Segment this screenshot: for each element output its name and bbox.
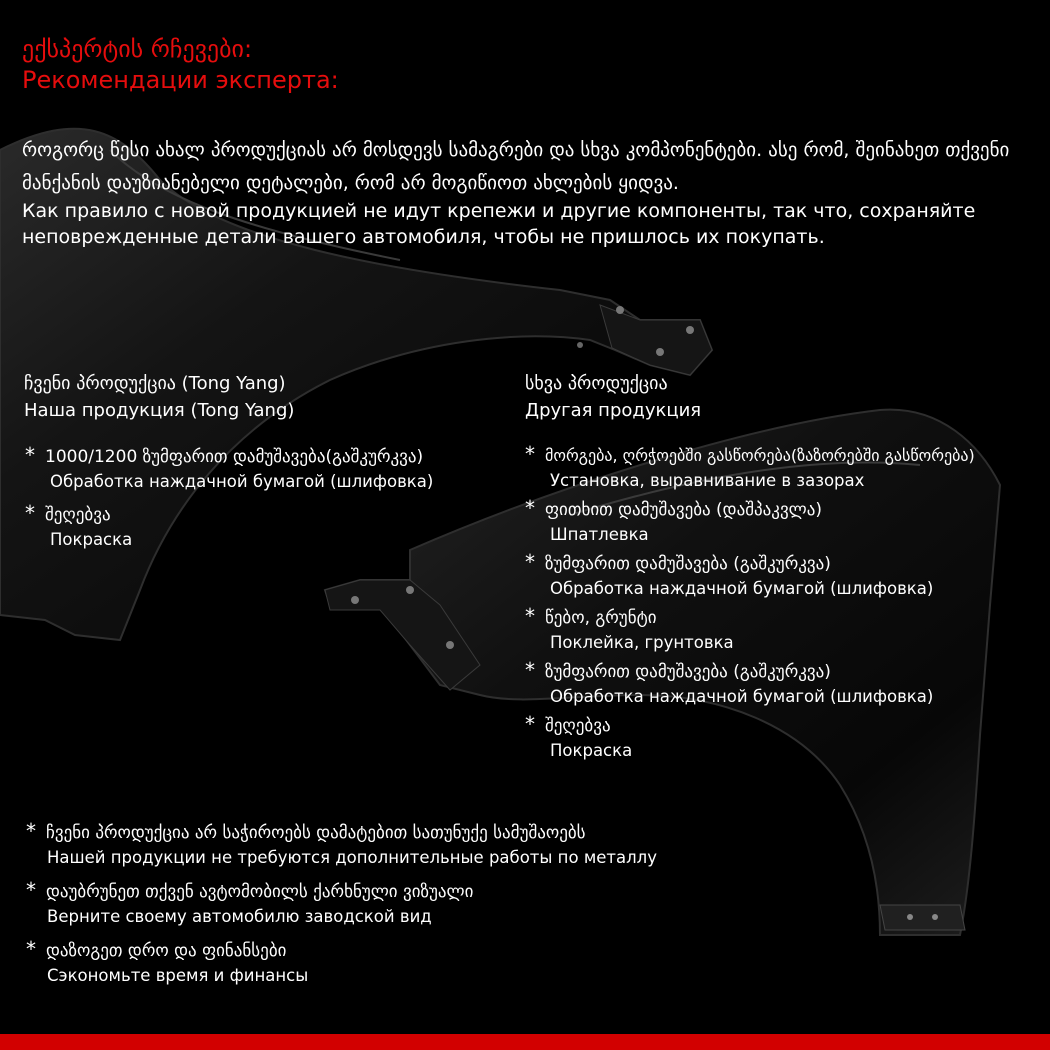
intro-ru: Как правило с новой продукцией не идут крепежи и другие компоненты, так что, сохраняйте неповрежденные детали вашего автомобиля, чтобы не пришлось их покупать. — [22, 200, 976, 248]
bullet-star: * — [525, 712, 535, 736]
ours-heading — [24, 370, 294, 424]
bullet-star: * — [525, 658, 535, 682]
list-item — [26, 877, 657, 929]
list-item — [25, 442, 433, 494]
item-ru: Сэкономьте время и финансы — [47, 966, 309, 985]
intro-ka: როგორც წესი ახალ პროდუქციას არ მოსდევს სამაგრები და სხვა კომპონენტები. ასე რომ, შეინახეთ თქვენი მანქანის დაუზიანებელი დეტალები, რომ არ მოგიწიოთ ახლების ყიდვა. — [22, 139, 1010, 194]
item-ka: წებო, გრუნტი — [545, 608, 657, 628]
title-ka: ექსპერტის რჩევები: — [22, 35, 253, 63]
footer-red-bar — [0, 1034, 1050, 1050]
item-ka: ფითხით დამუშავება (დაშპაკვლა) — [545, 500, 823, 520]
other-list — [525, 441, 1045, 765]
ours-heading-ka: ჩვენი პროდუქცია (Tong Yang) — [24, 373, 286, 394]
bullet-star: * — [525, 442, 535, 466]
item-ru: Поклейка, грунтовка — [550, 633, 734, 652]
page-title — [22, 34, 339, 96]
ours-heading-ru: Наша продукция (Tong Yang) — [24, 400, 295, 421]
list-item — [26, 936, 657, 988]
item-ka: მორგება, ღრჭოებში გასწორება(ზაზორებში გასწორება) — [545, 446, 975, 465]
item-ka: ზუმფარით დამუშავება (გაშკურკვა) — [545, 662, 831, 682]
item-ka: დაზოგეთ დრო და ფინანსები — [46, 941, 287, 961]
item-ka: ზუმფარით დამუშავება (გაშკურკვა) — [545, 554, 831, 574]
title-ru: Рекомендации эксперта: — [22, 66, 339, 94]
item-ru: Обработка наждачной бумагой (шлифовка) — [50, 472, 434, 491]
bullet-star: * — [525, 604, 535, 628]
item-ru: Верните своему автомобилю заводской вид — [47, 907, 432, 926]
list-item — [25, 500, 433, 552]
bullet-star: * — [26, 878, 36, 902]
other-heading — [525, 370, 701, 424]
list-item — [525, 711, 1045, 763]
list-item — [525, 495, 1045, 547]
item-ka: დაუბრუნეთ თქვენ ავტომობილს ქარხნული ვიზუალი — [46, 882, 474, 902]
bullet-star: * — [26, 819, 36, 843]
bullet-star: * — [25, 501, 35, 525]
list-item — [525, 549, 1045, 601]
benefits-list — [26, 818, 657, 995]
bullet-star: * — [25, 443, 35, 467]
list-item — [525, 657, 1045, 709]
item-ru: Покраска — [550, 741, 633, 760]
item-ka: შეღებვა — [545, 716, 611, 736]
item-ru: Обработка наждачной бумагой (шлифовка) — [550, 579, 934, 598]
item-ka: ჩვენი პროდუქცია არ საჭიროებს დამატებით სათუნუქე სამუშაოებს — [46, 823, 586, 843]
intro-text — [22, 134, 1022, 250]
item-ka: შეღებვა — [45, 505, 111, 525]
item-ru: Покраска — [50, 530, 133, 549]
item-ru: Шпатлевка — [550, 525, 649, 544]
other-heading-ka: სხვა პროდუქცია — [525, 373, 668, 394]
item-ka: 1000/1200 ზუმფარით დამუშავება(გაშკურკვა) — [45, 447, 424, 467]
item-ru: Установка, выравнивание в зазорах — [550, 471, 865, 490]
list-item — [525, 441, 1045, 493]
bullet-star: * — [525, 496, 535, 520]
bullet-star: * — [525, 550, 535, 574]
other-heading-ru: Другая продукция — [525, 400, 702, 421]
list-item — [525, 603, 1045, 655]
item-ru: Нашей продукции не требуются дополнительные работы по металлу — [47, 848, 657, 867]
ours-list — [25, 442, 433, 558]
item-ru: Обработка наждачной бумагой (шлифовка) — [550, 687, 934, 706]
list-item — [26, 818, 657, 870]
bullet-star: * — [26, 937, 36, 961]
